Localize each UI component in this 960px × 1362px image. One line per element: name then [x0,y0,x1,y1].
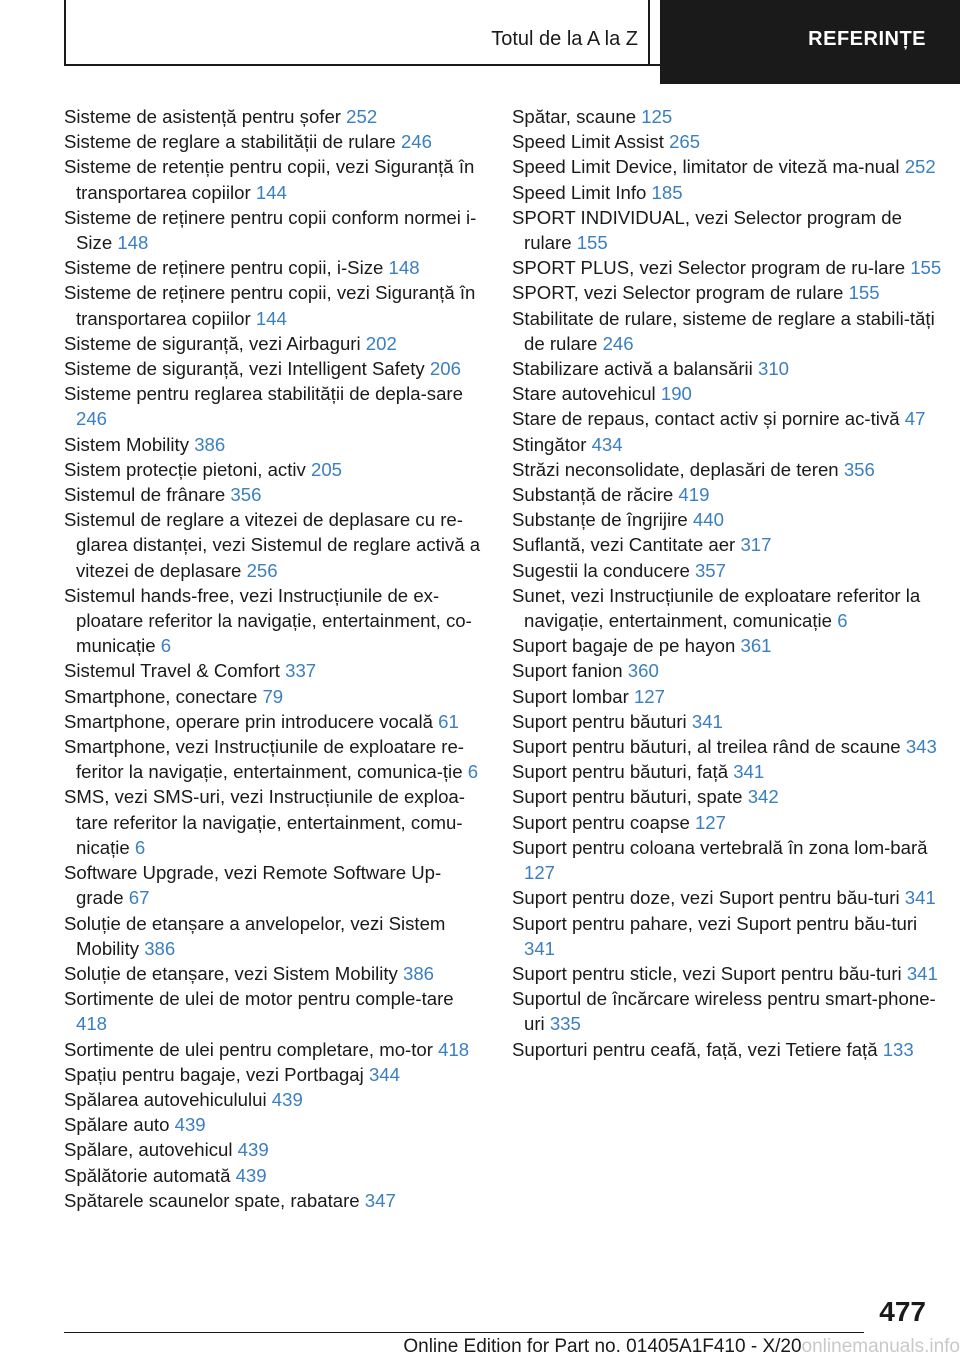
index-entry-page-link[interactable]: 67 [128,887,150,909]
index-entry [64,784,484,860]
index-entry [512,810,942,835]
index-entry [512,507,942,532]
index-entry-text: Smartphone, conectare [64,685,258,707]
index-entry [64,684,484,709]
index-column-left [64,104,484,1213]
index-entry [64,205,484,255]
index-entry-page-link[interactable]: 127 [633,685,665,707]
index-entry-text: Sistemul Travel & Comfort [64,660,280,682]
index-entry [64,1188,484,1213]
index-entry [512,532,942,557]
index-entry-text: Sisteme de reținere pentru copii conform normei i-Size [64,206,477,254]
index-entry-text: Suport pentru pahare, vezi Suport pentru bău-turi [512,912,918,934]
index-entry-page-link[interactable]: 61 [438,710,459,732]
index-entry-page-link[interactable]: 252 [904,156,936,178]
footer-rule [64,1332,864,1333]
index-entry-page-link[interactable]: 439 [237,1139,269,1161]
index-entry-text: SPORT PLUS, vezi Selector program de ru-lare [512,257,906,279]
index-entry [512,280,942,305]
page-number: 477 [879,1296,926,1327]
index-entry-page-link[interactable]: 344 [368,1063,400,1085]
chapter-title: REFERINȚE [808,28,926,50]
index-entry [512,180,942,205]
index-entry-text: Spătar, scaune [512,106,637,127]
index-entry [512,558,942,583]
index-entry-page-link[interactable]: 356 [843,458,875,480]
index-entry [512,381,942,406]
index-entry-text: Suport pentru coapse [512,811,690,833]
index-entry-text: Sistem protecție pietoni, activ [64,458,306,480]
index-entry [512,986,942,1036]
index-entry-page-link[interactable]: 206 [429,358,461,380]
index-entry-page-link[interactable]: 361 [740,635,772,657]
index-entry [64,583,484,659]
index-entry-text: Suport lombar [512,685,629,707]
index-entry-page-link[interactable]: 47 [904,408,926,430]
index-entry [64,457,484,482]
index-entry [512,104,942,129]
index-entry [64,154,484,204]
index-entry [512,759,942,784]
index-entry [512,482,942,507]
index-entry-text: Sunet, vezi Instrucțiunile de exploatare referitor la navigație, entertainment, comunicație [512,584,921,632]
index-entry-page-link[interactable]: 439 [174,1114,206,1136]
index-entry-page-link[interactable]: 148 [117,232,149,254]
index-entry-text: Suport pentru coloana vertebrală în zona lom-bară [512,836,928,858]
index-column-right [512,104,942,1062]
index-entry-text: SMS, vezi SMS-uri, vezi Instrucțiunile de exploa-tare referitor la navigație, entertainment, comu-nicație [64,786,465,858]
index-entry-text: SPORT INDIVIDUAL, vezi Selector program de rulare [512,206,902,254]
index-entry-text: Sisteme de siguranță, vezi Airbaguri [64,332,361,354]
index-entry-page-link[interactable]: 341 [691,710,723,732]
index-entry [64,986,484,1036]
index-entry-text: Suport fanion [512,660,623,682]
index-entry-page-link[interactable]: 205 [311,458,343,480]
index-entry [512,684,942,709]
index-entry [512,255,942,280]
index-entry-page-link[interactable]: 439 [235,1164,267,1186]
index-entry-page-link[interactable]: 386 [194,433,226,455]
index-entry-text: Suport pentru băuturi [512,710,687,732]
index-entry [64,356,484,381]
index-entry [512,961,942,986]
index-entry-page-link[interactable]: 335 [549,1013,581,1035]
index-entry-page-link[interactable]: 418 [76,1013,108,1035]
index-entry [512,154,942,179]
index-entry-text: Sisteme de reținere pentru copii, i-Size [64,257,384,279]
index-entry-text: SPORT, vezi Selector program de rulare [512,282,844,304]
index-entry-page-link[interactable]: 246 [400,131,432,153]
index-entry [512,356,942,381]
index-entry [64,1037,484,1062]
index-entry-page-link[interactable]: 155 [576,232,608,254]
index-entry-page-link[interactable]: 337 [285,660,317,682]
index-entry-page-link[interactable]: 155 [848,282,880,304]
index-entry-text: Sisteme de retenție pentru copii, vezi Siguranță în transportarea copiilor [64,156,475,203]
index-entry [64,1137,484,1162]
index-entry-page-link[interactable]: 246 [602,332,634,354]
index-entry-text: Sisteme pentru reglarea stabilității de depla-sare [64,383,463,405]
index-entry-text: Sistemul hands-free, vezi Instrucțiunile de ex-ploatare referitor la navigație, entertainment, co-municație [64,584,472,657]
index-entry-text: Speed Limit Assist [512,131,664,153]
index-entry [64,129,484,154]
index-entry-page-link[interactable]: 202 [365,332,397,354]
index-entry [64,381,484,431]
index-entry-page-link[interactable]: 440 [692,509,724,531]
index-entry-page-link[interactable]: 185 [651,181,683,203]
index-entry [64,1087,484,1112]
index-entry-text: Sistemul de frânare [64,484,226,506]
index-entry [64,734,484,784]
index-entry-page-link[interactable]: 6 [134,836,146,858]
index-entry [512,911,942,961]
index-entry-text: Sistemul de reglare a vitezei de deplasare cu re-glarea distanței, vezi Sistemul de reglare activă a vitezei de deplasare [64,509,481,581]
index-entry-text: Smartphone, vezi Instrucțiunile de exploatare re-feritor la navigație, entertainment, comunica-ție [64,736,464,783]
index-entry-text: Sisteme de reglare a stabilității de rulare [64,131,396,153]
index-entry-text: Suportul de încărcare wireless pentru smart-phone-uri [512,988,936,1035]
index-entry-text: Sugestii la conducere [512,559,690,581]
index-entry-page-link[interactable]: 419 [678,484,710,506]
index-entry-text: Sisteme de reținere pentru copii, vezi Siguranță în transportarea copiilor [64,282,476,329]
index-entry-page-link[interactable]: 252 [346,106,378,127]
index-entry-text: Sortimente de ulei pentru completare, mo-tor [64,1038,433,1060]
index-entry [512,205,942,255]
index-entry-page-link[interactable]: 6 [160,635,172,657]
index-entry-page-link[interactable]: 317 [740,534,772,556]
index-entry [64,507,484,583]
index-entry-text: Sortimente de ulei de motor pentru comple-tare [64,988,454,1010]
index-entry [512,583,942,633]
index-entry-page-link[interactable]: 79 [262,685,284,707]
index-entry-text: Spălarea autovehiculului [64,1088,267,1110]
index-entry [64,280,484,330]
index-entry-page-link[interactable]: 439 [271,1088,303,1110]
header-bottom-rule [64,64,662,66]
index-entry-text: Substanță de răcire [512,484,674,506]
index-entry-page-link[interactable]: 190 [660,383,692,405]
index-entry [64,1163,484,1188]
index-entry-text: Speed Limit Device, limitator de viteză ma-nual [512,156,900,178]
index-entry [512,1037,942,1062]
index-entry-page-link[interactable]: 144 [255,181,287,203]
index-entry-text: Sistem Mobility [64,433,190,455]
index-entry-page-link[interactable]: 418 [438,1038,470,1060]
index-entry-page-link[interactable]: 347 [364,1189,396,1211]
index-entry-text: Speed Limit Info [512,181,647,203]
index-entry-text: Suport bagaje de pe hayon [512,635,736,657]
index-entry [512,129,942,154]
index-entry-page-link[interactable]: 343 [905,736,937,758]
index-entry-text: Suport pentru sticle, vezi Suport pentru bău-turi [512,962,902,984]
index-entry [512,835,942,885]
footer-edition: Online Edition for Part no. 01405A1F410 - X/20 [403,1336,802,1357]
index-entry [64,961,484,986]
index-entry-page-link[interactable]: 360 [627,660,659,682]
index-entry-page-link[interactable]: 342 [747,786,779,808]
index-entry-text: Sisteme de siguranță, vezi Intelligent Safety [64,358,425,380]
index-entry-text: Spălare auto [64,1114,170,1136]
index-entry [512,457,942,482]
index-entry [512,633,942,658]
index-entry-page-link[interactable]: 386 [402,962,435,984]
index-entry [64,709,484,734]
index-entry-text: Soluție de etanșare a anvelopelor, vezi Sistem Mobility [64,912,446,959]
index-entry-page-link[interactable]: 127 [694,811,726,833]
index-entry-page-link[interactable]: 341 [904,887,936,909]
index-entry-page-link[interactable]: 386 [144,937,176,959]
header-left-rule [64,0,66,66]
index-entry-page-link[interactable]: 125 [641,106,673,127]
index-entry [512,658,942,683]
index-entry-page-link[interactable]: 148 [388,257,420,279]
index-entry-text: Suflantă, vezi Cantitate aer [512,534,736,556]
index-entry [512,432,942,457]
index-entry-text: Spătarele scaunelor spate, rabatare [64,1189,360,1211]
index-entry [64,1112,484,1137]
index-entry-text: Stabilitate de rulare, sisteme de reglare a stabili-tăți de rulare [512,307,935,354]
index-entry [64,1062,484,1087]
chapter-tab [660,0,960,84]
index-entry-text: Suport pentru doze, vezi Suport pentru bău-turi [512,887,900,909]
index-entry-text: Străzi neconsolidate, deplasări de teren [512,458,839,480]
footer-watermark: onlinemanuals.info [801,1336,960,1357]
index-entry [64,255,484,280]
index-entry-page-link[interactable]: 357 [694,559,726,581]
index-entry [512,734,942,759]
index-entry [512,406,942,431]
index-entry-text: Suport pentru băuturi, al treilea rând de scaune [512,736,901,758]
index-entry-text: Stabilizare activă a balansării [512,358,753,380]
index-entry-text: Smartphone, operare prin introducere vocală [64,710,433,732]
index-entry-text: Spălare, autovehicul [64,1139,233,1161]
index-entry-page-link[interactable]: 341 [524,937,556,959]
index-entry-page-link[interactable]: 356 [230,484,262,506]
index-entry-page-link[interactable]: 127 [524,862,556,884]
index-entry [64,482,484,507]
index-entry [64,432,484,457]
index-entry-text: Sisteme de asistență pentru șofer [64,106,341,127]
index-entry [512,784,942,809]
index-entry-text: Suport pentru băuturi, față [512,761,729,783]
index-entry [64,658,484,683]
index-entry-page-link[interactable]: 155 [910,257,942,279]
index-entry-page-link[interactable]: 341 [906,962,938,984]
index-entry [512,306,942,356]
index-entry-page-link[interactable]: 265 [669,131,701,153]
header-divider-rule [648,0,650,66]
index-entry-text: Soluție de etanșare, vezi Sistem Mobility [64,962,398,984]
section-title: Totul de la A la Z [491,28,638,50]
index-entry-page-link[interactable]: 341 [733,761,765,783]
footer [306,1336,960,1358]
index-entry [512,885,942,910]
index-entry [64,860,484,910]
index-entry-page-link[interactable]: 6 [837,610,848,632]
index-entry-text: Suporturi pentru ceafă, față, vezi Tetiere față [512,1038,878,1060]
index-entry-page-link[interactable]: 246 [76,408,108,430]
index-entry-text: Suport pentru băuturi, spate [512,786,743,808]
index-entry-text: Stingător [512,433,587,455]
index-entry-page-link[interactable]: 434 [591,433,623,455]
index-entry-text: Spălătorie automată [64,1164,231,1186]
index-entry-page-link[interactable]: 133 [882,1038,914,1060]
index-entry-page-link[interactable]: 310 [757,358,790,380]
index-entry [64,331,484,356]
index-entry [64,911,484,961]
index-entry-text: Spațiu pentru bagaje, vezi Portbagaj [64,1063,364,1085]
index-entry-page-link[interactable]: 256 [246,559,278,581]
index-entry-text: Substanțe de îngrijire [512,509,688,531]
index-entry-text: Software Upgrade, vezi Remote Software Up-grade [64,862,442,909]
index-entry [512,709,942,734]
index-entry-page-link[interactable]: 144 [255,307,287,329]
index-entry [64,104,484,129]
index-entry-text: Stare autovehicul [512,383,656,405]
index-entry-text: Stare de repaus, contact activ și pornire ac-tivă [512,408,900,430]
index-entry-page-link[interactable]: 6 [467,761,479,783]
